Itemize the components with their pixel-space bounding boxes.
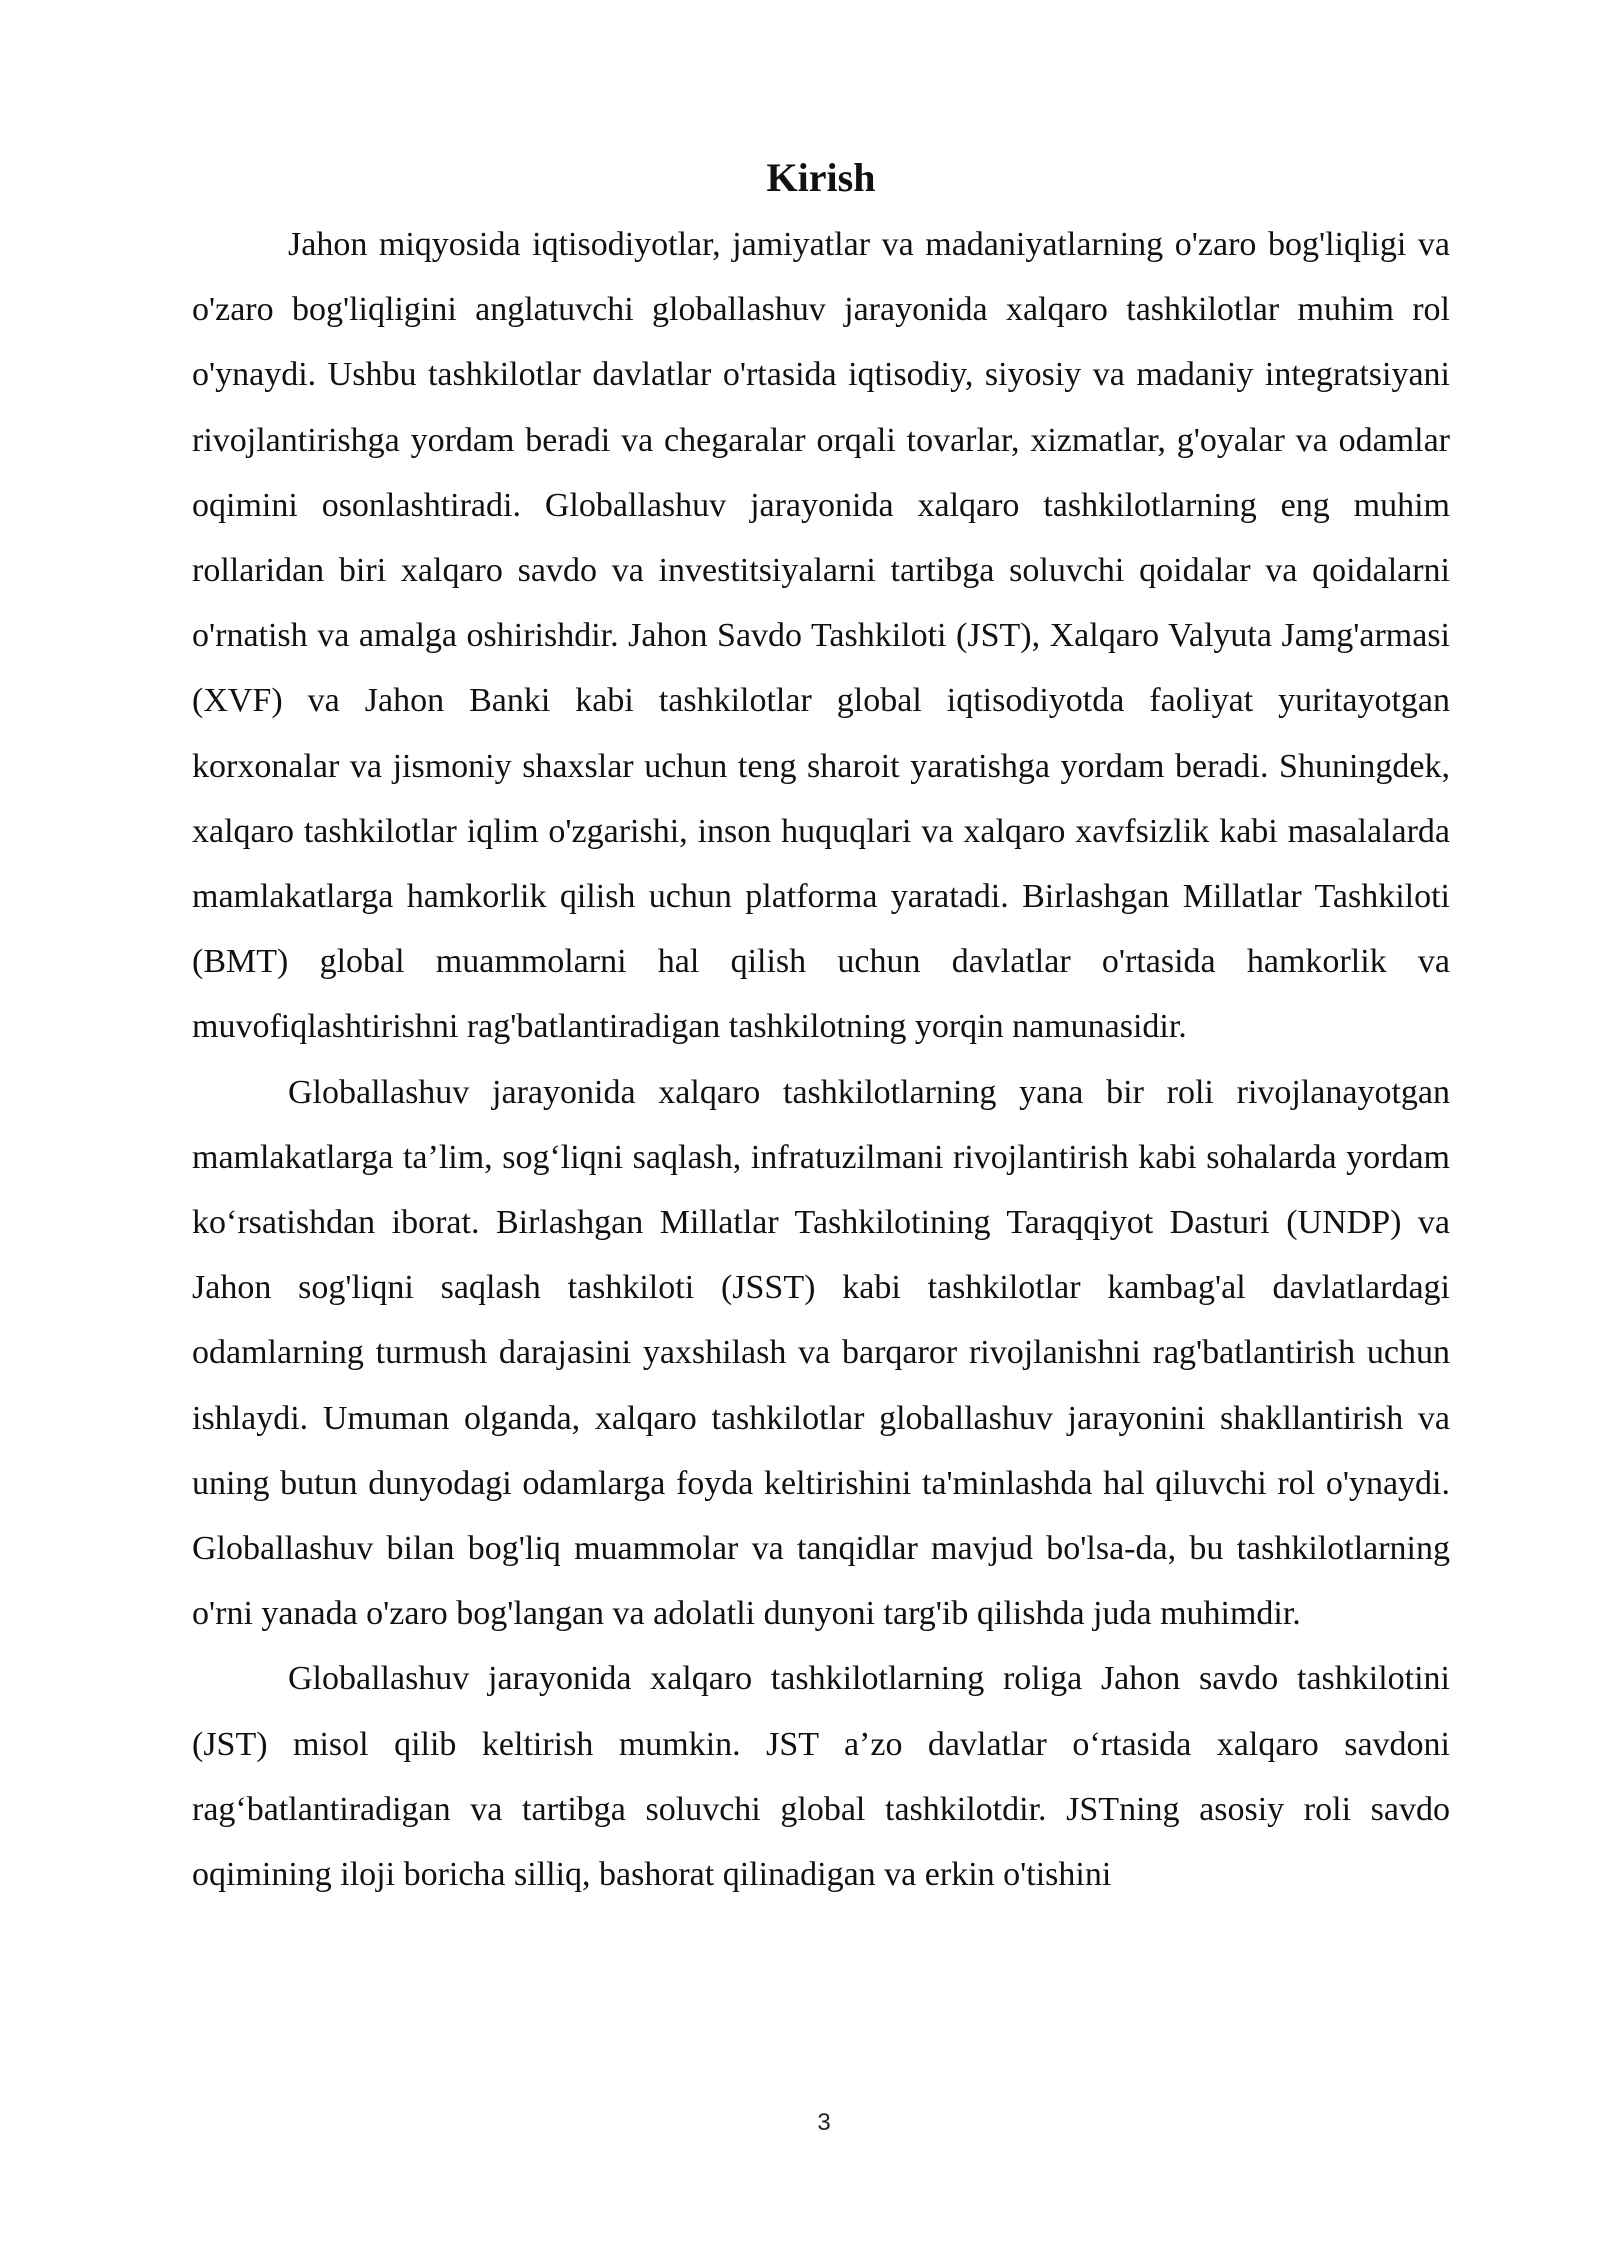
section-title: Kirish	[766, 155, 876, 200]
paragraph-2: Globallashuv jarayonida xalqaro tashkilotlarning yana bir roli rivojlanayotgan mamlakatlarga ta’lim, sog‘liqni saqlash, infratuzilmani rivojlantirish kabi sohalarda yordam ko‘rsatishdan iborat. Birlashgan Millatlar Tashkilotining Taraqqiyot Dasturi (UNDP) va Jahon sog'liqni saqlash tashkiloti (JSST) kabi tashkilotlar kambag'al davlatlardagi odamlarning turmush darajasini yaxshilash va barqaror rivojlanishni rag'batlantirish uchun ishlaydi. Umuman olganda, xalqaro tashkilotlar globallashuv jarayonini shakllantirish va uning butun dunyodagi odamlarga foyda keltirishini ta'minlashda hal qiluvchi rol o'ynaydi. Globallashuv bilan bog'liq muammolar va tanqidlar mavjud bo'lsa-da, bu tashkilotlarning o'rni yanada o'zaro bog'langan va adolatli dunyoni targ'ib qilishda juda muhimdir.	[192, 1073, 1450, 1633]
page-number: 3	[817, 2109, 831, 2136]
paragraph-1: Jahon miqyosida iqtisodiyotlar, jamiyatlar va madaniyatlarning o'zaro bog'liqligi va o'zaro bog'liqligini anglatuvchi globallashuv jarayonida xalqaro tashkilotlar muhim rol o'ynaydi. Ushbu tashkilotlar davlatlar o'rtasida iqtisodiy, siyosiy va madaniy integratsiyani rivojlantirishga yordam beradi va chegaralar orqali tovarlar, xizmatlar, g'oyalar va odamlar oqimini osonlashtiradi. Globallashuv jarayonida xalqaro tashkilotlarning eng muhim rollaridan biri xalqaro savdo va investitsiyalarni tartibga soluvchi qoidalar va qoidalarni o'rnatish va amalga oshirishdir. Jahon Savdo Tashkiloti (JST), Xalqaro Valyuta Jamg'armasi (XVF) va Jahon Banki kabi tashkilotlar global iqtisodiyotda faoliyat yuritayotgan korxonalar va jismoniy shaxslar uchun teng sharoit yaratishga yordam beradi. Shuningdek, xalqaro tashkilotlar iqlim o'zgarishi, inson huquqlari va xalqaro xavfsizlik kabi masalalarda mamlakatlarga hamkorlik qilish uchun platforma yaratadi. Birlashgan Millatlar Tashkiloti (BMT) global muammolarni hal qilish uchun davlatlar o'rtasida hamkorlik va muvofiqlashtirishni rag'batlantiradigan tashkilotning yorqin namunasidir.	[192, 226, 1450, 1046]
page-content	[192, 148, 1450, 1907]
paragraph-3: Globallashuv jarayonida xalqaro tashkilotlarning roliga Jahon savdo tashkilotini (JST) misol qilib keltirish mumkin. JST a’zo davlatlar o‘rtasida xalqaro savdoni rag‘batlantiradigan va tartibga soluvchi global tashkilotdir. JSTning asosiy roli savdo oqimining iloji boricha silliq, bashorat qilinadigan va erkin o'tishini	[192, 1660, 1450, 1894]
